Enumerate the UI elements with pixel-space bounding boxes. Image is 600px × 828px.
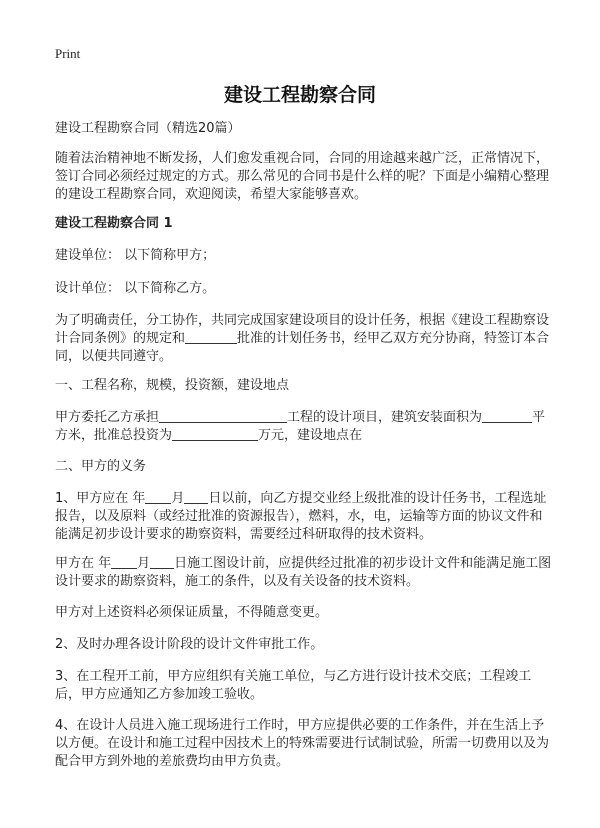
blank-project-name: [159, 409, 287, 423]
item4-paragraph: 4、在设计人员进入施工现场进行工作时，甲方应提供必要的工作条件，并在生活上予以方便。在设计和施工过程中因技术上的特殊需要进行试制试验，所需一切费用以及为配合甲方到外地的差旅费均由甲方负责。: [55, 718, 550, 769]
blank-investment: [172, 427, 258, 441]
section-heading: 建设工程勘察合同 1: [55, 216, 173, 231]
item1-text-3: 日以前，向乙方提交业经上级批准的设计任务书，工程选址报告，以及原料（或经过批准的资源报告），燃料，水，电，运输等方面的协议文件和能满足初步设计要求的勘察资料，需要经过科研取得的技术资料。: [55, 491, 547, 542]
item3-paragraph: 3、在工程开工前，甲方应组织有关施工单位，与乙方进行设计技术交底；工程竣工后，甲方应通知乙方参加竣工验收。: [55, 669, 532, 702]
clause1-heading: 一、工程名称，规模，投资额，建设地点: [55, 378, 290, 393]
party-b-line: 设计单位： 以下简称乙方。: [55, 281, 216, 296]
print-link[interactable]: Print: [55, 46, 81, 61]
clause1-text-4: 万元，建设地点在: [258, 428, 363, 443]
item-c-line: 甲方对上述资料必须保证质量，不得随意变更。: [55, 605, 329, 620]
item1-text-1: 1、甲方应在 年: [55, 491, 146, 506]
item1-text-2: 月: [171, 491, 185, 506]
item-b-paragraph: [55, 555, 555, 591]
clause1-text-3: 平方米，批准总投资为: [55, 410, 546, 443]
purpose-text-2: 批准的计划任务书，经甲乙双方充分协商，特签订本合同，以便共同遵守。: [55, 331, 550, 364]
blank-area: [482, 409, 532, 423]
party-a-line: 建设单位： 以下简称甲方；: [55, 248, 216, 263]
purpose-paragraph: [55, 312, 555, 366]
blank-month-2: [111, 555, 137, 569]
item-b-text-2: 月: [137, 556, 151, 571]
blank-day-1: [184, 490, 208, 504]
clause2-heading: 二、甲方的义务: [55, 459, 147, 474]
clause1-text-1: 甲方委托乙方承担: [55, 410, 160, 425]
item1-paragraph: [55, 490, 555, 544]
item-b-text-3: 日施工图设计前，应提供经过批准的初步设计文件和能满足施工图设计要求的勘察资料，施工的条件，以及有关设备的技术资料。: [55, 556, 552, 589]
item-b-text-1: 甲方在 年: [55, 556, 112, 571]
clause1-body: [55, 409, 555, 445]
purpose-text-1: 为了明确责任，分工协作，共同完成国家建设项目的设计任务，根据《建设工程勘察设计合同条例》的规定和: [55, 313, 550, 346]
item2-line: 2、及时办理各设计阶段的设计文件审批工作。: [55, 637, 324, 652]
page-title: 建设工程勘察合同: [223, 84, 376, 106]
blank-approver: [185, 330, 237, 344]
intro-paragraph: 随着法治精神地不断发扬，人们愈发重视合同，合同的用途越来越广泛，正常情况下，签订合同必须经过规定的方式。那么常见的合同书是什么样的呢？下面是小编精心整理的建设工程勘察合同，欢迎阅读，希望大家能够喜欢。: [55, 151, 550, 202]
clause1-text-2: 工程的设计项目，建筑安装面积为: [287, 410, 483, 425]
document-subtitle: 建设工程勘察合同（精选20篇）: [55, 121, 241, 136]
blank-day-2: [150, 555, 174, 569]
blank-month-1: [145, 490, 171, 504]
